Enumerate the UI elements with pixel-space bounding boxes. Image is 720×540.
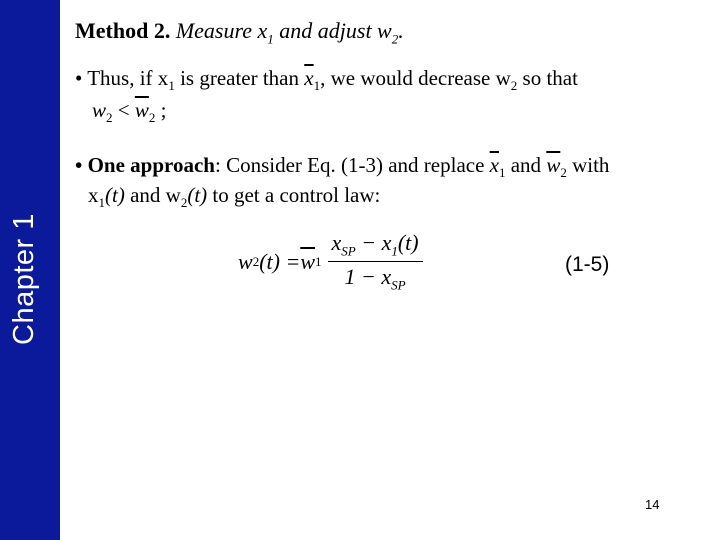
bullet1-l2-sub: 2: [106, 110, 113, 126]
bullet-2-line-2: [88, 181, 380, 217]
title-method: Method 2.: [75, 18, 171, 43]
title-mid: and adjust w: [273, 18, 392, 43]
eq-den-sub: SP: [391, 277, 406, 293]
bullet1-l2-w: w: [92, 98, 107, 122]
bullet2-and: and: [505, 153, 547, 177]
bullet2-l2-and: and w: [124, 183, 181, 207]
eq-num-b-sub: 1: [391, 243, 398, 259]
bullet1-l2-wbar-sub: 2: [148, 110, 156, 126]
title-sub2: 2: [391, 31, 399, 47]
bullet2-l2-end: to get a control law:: [207, 183, 381, 207]
bullet2-bold: • One approach: [75, 153, 215, 177]
bullet1-l2-wbar: $\overline{w}$: [134, 98, 149, 122]
bullet2-xbar: $\overline{x}$: [489, 153, 499, 177]
title-rest-prefix: Measure x: [175, 18, 268, 43]
bullet2-l2-t2: (t): [187, 183, 208, 207]
bullet2-l2-t1: (t): [105, 183, 125, 207]
bullet2-wbar-sub: 2: [560, 165, 567, 181]
eq-lhs: w: [238, 248, 253, 274]
bullet2-l2-x: x: [88, 183, 99, 207]
eq-num-a: x: [331, 230, 342, 255]
bullet1-prefix: • Thus, if x: [75, 66, 169, 90]
bullet2-with: with: [566, 153, 610, 177]
bullet1-sub1: 1: [168, 78, 175, 94]
bullet1-middle: is greater than: [174, 66, 305, 90]
bullet-1-line-2: [92, 96, 166, 132]
title-sub1: 1: [267, 31, 274, 47]
eq-num-minus: − x: [355, 230, 392, 255]
eq-lhs-sub: 2: [252, 253, 260, 269]
bullet2-wbar: $\overline{w}$: [546, 153, 561, 177]
bullet1-end: so that: [517, 66, 578, 90]
slide-title: [75, 18, 404, 47]
eq-num-a-sub: SP: [341, 243, 356, 259]
bullet-1-line-1: [75, 64, 578, 100]
bullet1-l2-end: ;: [155, 98, 167, 122]
eq-numerator: [328, 230, 423, 262]
bullet1-after: , we would decrease w: [320, 66, 511, 90]
eq-lhs-arg: (t) =: [259, 248, 301, 274]
equation-number: (1-5): [565, 253, 610, 276]
eq-fraction: [328, 230, 423, 294]
bullet2-l2-wsub: 2: [180, 195, 188, 211]
page-number: 14: [645, 497, 660, 512]
eq-num-arg: (t): [397, 230, 419, 255]
eq-denominator: [345, 262, 406, 293]
eq-den-a: 1 − x: [344, 264, 392, 290]
bullet1-xbar-sub: 1: [313, 78, 321, 94]
bullet2-xbar-sub: 1: [498, 165, 506, 181]
bullet1-sub2: 2: [510, 78, 518, 94]
chapter-label: Chapter 1: [8, 213, 40, 345]
eq-wbar-sub: 1: [315, 253, 322, 269]
bullet1-xbar: $\overline{x}$: [304, 66, 314, 90]
title-end: .: [398, 18, 404, 43]
eq-wbar: $\overline{w}$: [300, 248, 315, 274]
bullet2-l2-xsub: 1: [98, 195, 105, 211]
bullet2-text: : Consider Eq. (1-3) and replace: [215, 153, 490, 177]
bullet1-l2-lt: <: [112, 98, 135, 122]
control-law-equation: [238, 230, 423, 294]
chapter-sidebar: [0, 0, 60, 540]
